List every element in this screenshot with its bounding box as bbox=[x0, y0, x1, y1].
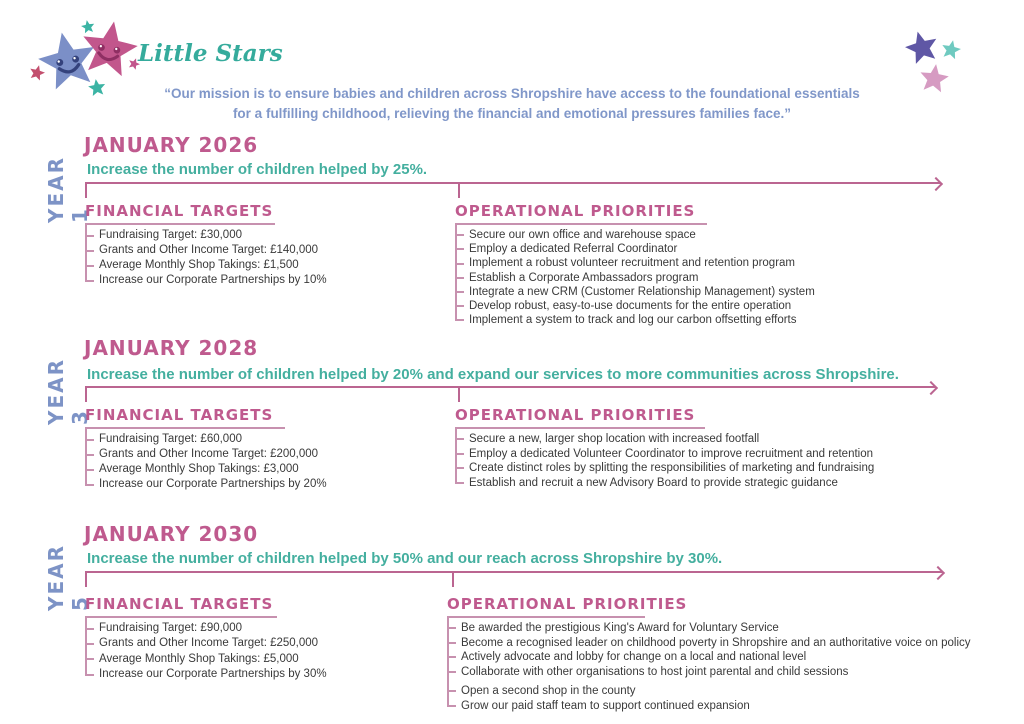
operational-priority-item: Create distinct roles by splitting the responsibilities of marketing and fundraising bbox=[455, 461, 874, 476]
operational-priority-item: Employ a dedicated Volunteer Coordinator to improve recruitment and retention bbox=[455, 447, 874, 462]
year-1-financial-column bbox=[85, 201, 327, 288]
operational-priority-item: Grow our paid staff team to support continued expansion bbox=[447, 699, 971, 714]
year-5-operational-column bbox=[447, 594, 971, 713]
corner-purple-star-icon bbox=[902, 28, 941, 65]
operational-priority-item: Employ a dedicated Referral Coordinator bbox=[455, 242, 815, 256]
financial-target-item: Grants and Other Income Target: £200,000 bbox=[85, 447, 327, 462]
year-5-date-heading: JANUARY 2030 bbox=[84, 522, 259, 546]
operational-priority-item: Implement a robust volunteer recruitment and retention program bbox=[455, 256, 815, 270]
year-3-date-heading: JANUARY 2028 bbox=[84, 336, 259, 360]
corner-teal-star-icon bbox=[940, 38, 962, 60]
small-crimson-star-icon bbox=[28, 63, 46, 81]
year-1-goal: Increase the number of children helped by 25%. bbox=[87, 161, 428, 178]
financial-target-item: Average Monthly Shop Takings: £3,000 bbox=[85, 462, 327, 477]
financial-target-item: Increase our Corporate Partnerships by 30% bbox=[85, 667, 327, 682]
year-1-date-heading: JANUARY 2026 bbox=[84, 133, 259, 157]
financial-targets-heading: FINANCIAL TARGETS bbox=[85, 406, 274, 424]
mission-statement bbox=[62, 84, 962, 124]
year-1-operational-column bbox=[455, 201, 815, 327]
connector-tick bbox=[458, 386, 460, 402]
financial-target-item: Average Monthly Shop Takings: £1,500 bbox=[85, 258, 327, 273]
financial-target-item: Fundraising Target: £30,000 bbox=[85, 228, 327, 243]
financial-target-item: Fundraising Target: £90,000 bbox=[85, 621, 327, 636]
operational-priority-item: Integrate a new CRM (Customer Relationship Management) system bbox=[455, 285, 815, 299]
year-5-goal: Increase the number of children helped by 50% and our reach across Shropshire by 30%. bbox=[87, 550, 723, 567]
year-5-label: YEAR 5 bbox=[44, 543, 92, 611]
operational-priority-item: Secure our own office and warehouse space bbox=[455, 228, 815, 242]
operational-priority-item: Establish and recruit a new Advisory Board to provide strategic guidance bbox=[455, 476, 874, 491]
year-3-goal: Increase the number of children helped by 20% and expand our services to more communities across Shropshire. bbox=[87, 366, 899, 383]
brand-name: Little Stars bbox=[138, 40, 283, 67]
mission-line-2: for a fulfilling childhood, relieving the financial and emotional pressures families face.” bbox=[232, 106, 792, 121]
operational-priority-item: Be awarded the prestigious King's Award for Voluntary Service bbox=[447, 621, 971, 636]
connector-tick bbox=[85, 386, 87, 402]
operational-priorities-heading: OPERATIONAL PRIORITIES bbox=[455, 406, 696, 424]
operational-priorities-heading: OPERATIONAL PRIORITIES bbox=[447, 595, 688, 613]
year-5-financial-column bbox=[85, 594, 327, 682]
financial-target-item: Increase our Corporate Partnerships by 10% bbox=[85, 273, 327, 288]
year-3-operational-column bbox=[455, 405, 874, 490]
mission-line-1: “Our mission is to ensure babies and children across Shropshire have access to the foundational essentials bbox=[164, 86, 860, 101]
year-3-financial-list bbox=[85, 429, 327, 492]
operational-priority-item: Become a recognised leader on childhood poverty in Shropshire and an authoritative voice on policy bbox=[447, 636, 971, 651]
connector-tick bbox=[85, 182, 87, 198]
year-5-operational-list bbox=[447, 618, 971, 713]
financial-target-item: Average Monthly Shop Takings: £5,000 bbox=[85, 652, 327, 667]
operational-priority-item: Implement a system to track and log our carbon offsetting efforts bbox=[455, 313, 815, 327]
year-5-timeline-arrow bbox=[85, 571, 942, 573]
operational-priority-item: Open a second shop in the county bbox=[447, 684, 971, 699]
financial-target-item: Increase our Corporate Partnerships by 20% bbox=[85, 477, 327, 492]
financial-targets-heading: FINANCIAL TARGETS bbox=[85, 202, 274, 220]
year-3-financial-column bbox=[85, 405, 327, 492]
year-1-financial-list bbox=[85, 225, 327, 288]
connector-tick bbox=[452, 571, 454, 587]
financial-target-item: Fundraising Target: £60,000 bbox=[85, 432, 327, 447]
financial-target-item: Grants and Other Income Target: £250,000 bbox=[85, 636, 327, 651]
year-3-timeline-arrow bbox=[85, 386, 935, 388]
financial-targets-heading: FINANCIAL TARGETS bbox=[85, 595, 274, 613]
operational-priority-item: Actively advocate and lobby for change on a local and national level bbox=[447, 650, 971, 665]
blue-smiley-star-icon bbox=[34, 27, 101, 92]
year-1-timeline-arrow bbox=[85, 182, 940, 184]
year-5-financial-list bbox=[85, 618, 327, 682]
operational-priorities-heading: OPERATIONAL PRIORITIES bbox=[455, 202, 696, 220]
small-teal-star-icon bbox=[80, 19, 95, 34]
connector-tick bbox=[458, 182, 460, 198]
year-1-operational-list bbox=[455, 225, 815, 327]
year-1-label: YEAR 1 bbox=[44, 155, 92, 223]
year-3-label: YEAR 3 bbox=[44, 357, 92, 425]
financial-target-item: Grants and Other Income Target: £140,000 bbox=[85, 243, 327, 258]
operational-priority-item: Develop robust, easy-to-use documents for the entire operation bbox=[455, 299, 815, 313]
operational-priority-item: Collaborate with other organisations to host joint parental and child sessions bbox=[447, 665, 971, 680]
operational-priority-item: Secure a new, larger shop location with increased footfall bbox=[455, 432, 874, 447]
operational-priority-item: Establish a Corporate Ambassadors program bbox=[455, 271, 815, 285]
year-3-operational-list bbox=[455, 429, 874, 490]
connector-tick bbox=[85, 571, 87, 587]
